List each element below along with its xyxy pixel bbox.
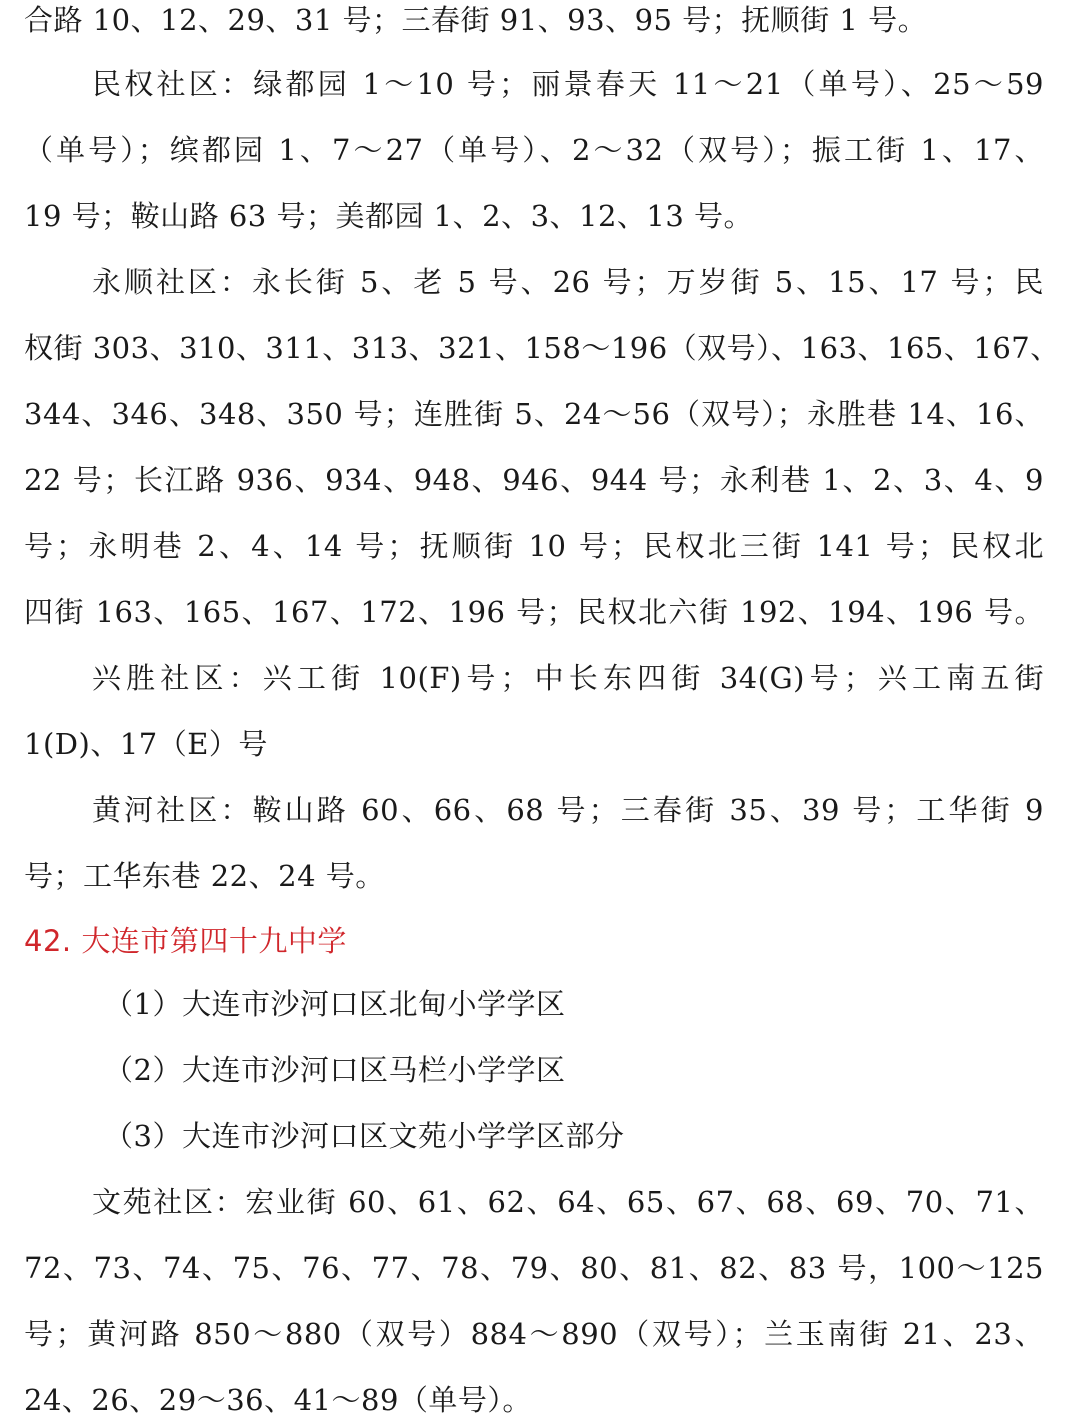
sub-item-malan: （2）大连市沙河口区马栏小学学区 (104, 1053, 566, 1087)
paragraph-line: 1(D)、17（E）号 (24, 727, 268, 761)
paragraph-line-minquan-community: 民权社区：绿都园 1～10 号；丽景春天 11～21（单号）、25～59 (92, 67, 1044, 101)
paragraph-line-huanghe-community: 黄河社区：鞍山路 60、66、68 号；三春街 35、39 号；工华街 9 (92, 793, 1044, 827)
paragraph-line: 号；黄河路 850～880（双号）884～890（双号）；兰玉南街 21、23、 (24, 1317, 1044, 1351)
paragraph-line: 72、73、74、75、76、77、78、79、80、81、82、83 号，100～125 (24, 1251, 1044, 1285)
paragraph-line: 344、346、348、350 号；连胜街 5、24～56（双号）；永胜巷 14、16、 (24, 397, 1044, 431)
paragraph-line: 号；永明巷 2、4、14 号；抚顺街 10 号；民权北三街 141 号；民权北 (24, 529, 1044, 563)
paragraph-line: （单号）；缤都园 1、7～27（单号）、2～32（双号）；振工街 1、17、 (24, 133, 1044, 167)
paragraph-line-xingsheng-community: 兴胜社区：兴工街 10(F)号；中长东四街 34(G)号；兴工南五街 (92, 661, 1044, 695)
paragraph-line: 22 号；长江路 936、934、948、946、944 号；永利巷 1、2、3、4、9 (24, 463, 1044, 497)
sub-item-beidian: （1）大连市沙河口区北甸小学学区 (104, 987, 566, 1021)
section-heading: 42. 大连市第四十九中学 (24, 924, 347, 958)
paragraph-line-wenyuan-community: 文苑社区：宏业街 60、61、62、64、65、67、68、69、70、71、 (92, 1185, 1044, 1219)
paragraph-line: 合路 10、12、29、31 号；三春街 91、93、95 号；抚顺街 1 号。 (24, 3, 928, 37)
paragraph-line: 号；工华东巷 22、24 号。 (24, 859, 385, 893)
paragraph-line-yongshun-community: 永顺社区：永长街 5、老 5 号、26 号；万岁街 5、15、17 号；民 (92, 265, 1044, 299)
paragraph-line: 19 号；鞍山路 63 号；美都园 1、2、3、12、13 号。 (24, 199, 754, 233)
paragraph-line: 24、26、29～36、41～89（单号）。 (24, 1383, 532, 1417)
paragraph-line: 四街 163、165、167、172、196 号；民权北六街 192、194、196 号。 (24, 595, 1044, 629)
sub-item-wenyuan: （3）大连市沙河口区文苑小学学区部分 (104, 1119, 625, 1153)
paragraph-line: 权街 303、310、311、313、321、158～196（双号）、163、165、167、 (24, 331, 1060, 365)
